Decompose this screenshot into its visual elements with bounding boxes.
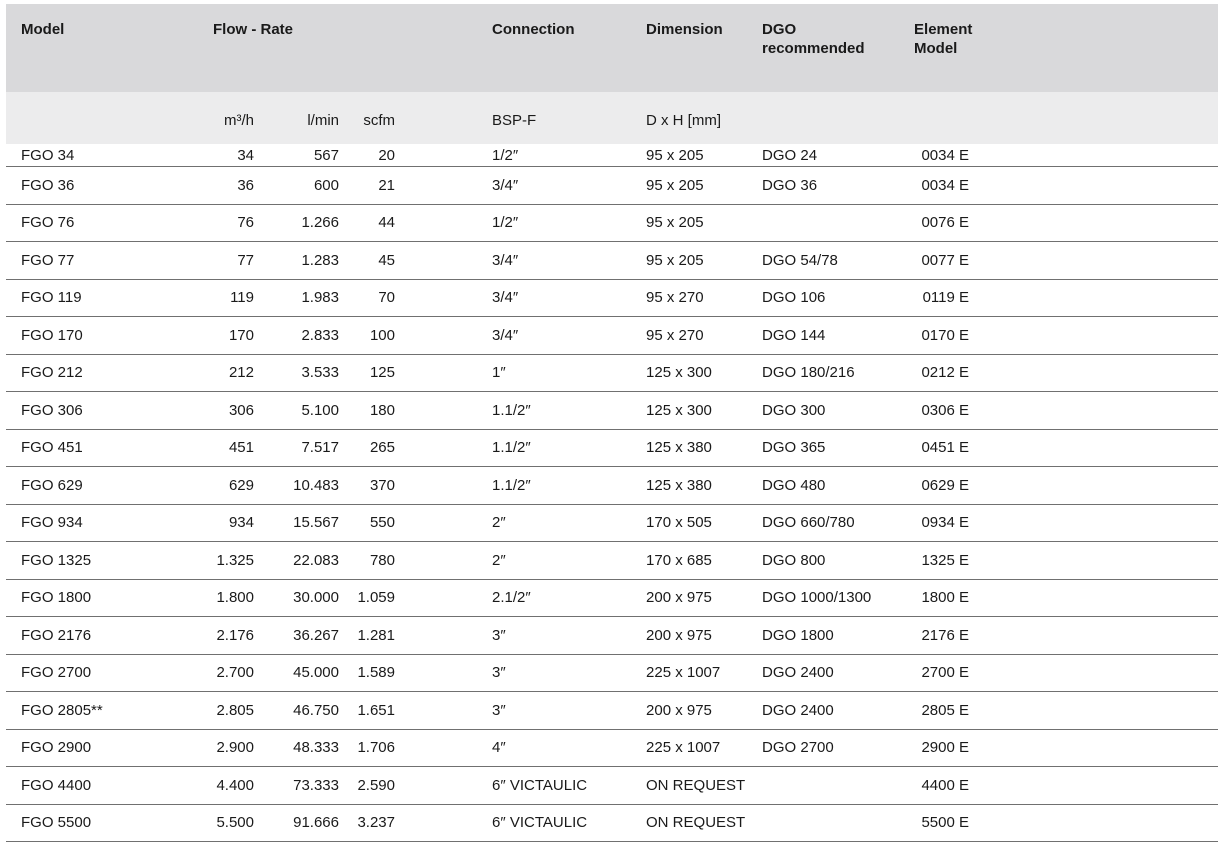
cell-lmin: 567: [254, 144, 339, 167]
cell-m3h: 934: [198, 504, 254, 542]
cell-gap: [395, 467, 477, 505]
cell-m3h: 2.176: [198, 617, 254, 655]
cell-gap: [395, 767, 477, 805]
cell-connection: 1/2″: [477, 144, 631, 167]
cell-dgo: DGO 54/78: [747, 242, 899, 280]
cell-lmin: 1.983: [254, 279, 339, 317]
cell-element: 2176 E: [899, 617, 969, 655]
cell-element: 0170 E: [899, 317, 969, 355]
cell-m3h: 34: [198, 144, 254, 167]
cell-dgo: DGO 2400: [747, 692, 899, 730]
cell-connection: 2″: [477, 504, 631, 542]
cell-model: FGO 1800: [6, 579, 198, 617]
cell-dgo: DGO 106: [747, 279, 899, 317]
cell-connection: 3/4″: [477, 279, 631, 317]
cell-gap: [395, 542, 477, 580]
cell-m3h: 76: [198, 204, 254, 242]
cell-dgo: DGO 1800: [747, 617, 899, 655]
cell-element: 0212 E: [899, 354, 969, 392]
cell-lmin: 36.267: [254, 617, 339, 655]
cell-dgo: [747, 204, 899, 242]
cell-model: FGO 119: [6, 279, 198, 317]
cell-rest: [969, 392, 1218, 430]
cell-element: 0077 E: [899, 242, 969, 280]
cell-gap: [395, 579, 477, 617]
cell-gap: [395, 204, 477, 242]
cell-m3h: 2.805: [198, 692, 254, 730]
spec-table-container: [6, 4, 1218, 842]
table-row: [6, 144, 1218, 167]
cell-dimension: 95 x 270: [631, 317, 747, 355]
cell-rest: [969, 167, 1218, 205]
cell-scfm: 100: [339, 317, 395, 355]
cell-element: 2805 E: [899, 692, 969, 730]
table-row: [6, 542, 1218, 580]
cell-element: 0119 E: [899, 279, 969, 317]
cell-m3h: 4.400: [198, 767, 254, 805]
cell-model: FGO 451: [6, 429, 198, 467]
cell-dimension: 95 x 270: [631, 279, 747, 317]
header-flow-rate: Flow - Rate: [198, 4, 477, 92]
cell-rest: [969, 542, 1218, 580]
table-row: [6, 617, 1218, 655]
cell-rest: [969, 467, 1218, 505]
cell-model: FGO 2805**: [6, 692, 198, 730]
cell-dgo: DGO 2400: [747, 654, 899, 692]
cell-connection: 1.1/2″: [477, 392, 631, 430]
cell-dgo: DGO 800: [747, 542, 899, 580]
cell-m3h: 119: [198, 279, 254, 317]
cell-element: 1800 E: [899, 579, 969, 617]
header-dgo-line1: DGO: [762, 21, 797, 38]
cell-element: 0629 E: [899, 467, 969, 505]
cell-model: FGO 34: [6, 144, 198, 167]
cell-gap: [395, 317, 477, 355]
units-row: [6, 92, 1218, 144]
cell-model: FGO 306: [6, 392, 198, 430]
cell-m3h: 629: [198, 467, 254, 505]
table-row: [6, 729, 1218, 767]
cell-gap: [395, 804, 477, 842]
cell-dimension: 95 x 205: [631, 167, 747, 205]
cell-element: 2900 E: [899, 729, 969, 767]
cell-lmin: 5.100: [254, 392, 339, 430]
unit-rest: [969, 92, 1218, 144]
header-element: [899, 4, 1218, 92]
cell-gap: [395, 654, 477, 692]
cell-connection: 4″: [477, 729, 631, 767]
cell-rest: [969, 729, 1218, 767]
cell-dimension: 125 x 300: [631, 354, 747, 392]
cell-scfm: 550: [339, 504, 395, 542]
cell-dimension: 200 x 975: [631, 617, 747, 655]
cell-dimension: 125 x 380: [631, 467, 747, 505]
cell-dgo: [747, 767, 899, 805]
cell-scfm: 1.589: [339, 654, 395, 692]
cell-lmin: 48.333: [254, 729, 339, 767]
cell-lmin: 46.750: [254, 692, 339, 730]
unit-lmin: l/min: [254, 92, 339, 144]
cell-m3h: 2.900: [198, 729, 254, 767]
cell-scfm: 20: [339, 144, 395, 167]
cell-m3h: 170: [198, 317, 254, 355]
cell-dimension: ON REQUEST: [631, 804, 747, 842]
cell-rest: [969, 242, 1218, 280]
cell-model: FGO 170: [6, 317, 198, 355]
cell-element: 2700 E: [899, 654, 969, 692]
cell-gap: [395, 392, 477, 430]
cell-element: 0451 E: [899, 429, 969, 467]
table-row: [6, 579, 1218, 617]
cell-lmin: 73.333: [254, 767, 339, 805]
cell-dimension: 225 x 1007: [631, 729, 747, 767]
cell-scfm: 45: [339, 242, 395, 280]
cell-dgo: DGO 2700: [747, 729, 899, 767]
cell-scfm: 1.651: [339, 692, 395, 730]
header-dimension: Dimension: [631, 4, 747, 92]
table-row: [6, 504, 1218, 542]
cell-element: 0934 E: [899, 504, 969, 542]
cell-m3h: 77: [198, 242, 254, 280]
cell-lmin: 30.000: [254, 579, 339, 617]
cell-model: FGO 1325: [6, 542, 198, 580]
cell-lmin: 2.833: [254, 317, 339, 355]
cell-lmin: 1.283: [254, 242, 339, 280]
cell-scfm: 780: [339, 542, 395, 580]
cell-rest: [969, 804, 1218, 842]
cell-m3h: 2.700: [198, 654, 254, 692]
cell-element: 4400 E: [899, 767, 969, 805]
header-dgo: [747, 4, 899, 92]
unit-dgo: [747, 92, 899, 144]
cell-lmin: 7.517: [254, 429, 339, 467]
cell-connection: 1.1/2″: [477, 429, 631, 467]
cell-gap: [395, 617, 477, 655]
cell-scfm: 70: [339, 279, 395, 317]
header-element-line2: Model: [914, 40, 958, 57]
unit-element: [899, 92, 969, 144]
cell-connection: 3″: [477, 654, 631, 692]
cell-connection: 1/2″: [477, 204, 631, 242]
cell-dimension: 200 x 975: [631, 692, 747, 730]
cell-m3h: 212: [198, 354, 254, 392]
cell-model: FGO 629: [6, 467, 198, 505]
cell-scfm: 265: [339, 429, 395, 467]
table-row: [6, 654, 1218, 692]
cell-model: FGO 77: [6, 242, 198, 280]
cell-scfm: 1.059: [339, 579, 395, 617]
cell-scfm: 1.281: [339, 617, 395, 655]
cell-scfm: 21: [339, 167, 395, 205]
cell-model: FGO 36: [6, 167, 198, 205]
cell-lmin: 22.083: [254, 542, 339, 580]
cell-dgo: DGO 180/216: [747, 354, 899, 392]
cell-dgo: DGO 1000/1300: [747, 579, 899, 617]
cell-m3h: 36: [198, 167, 254, 205]
cell-dimension: 95 x 205: [631, 204, 747, 242]
cell-lmin: 15.567: [254, 504, 339, 542]
cell-dimension: 95 x 205: [631, 242, 747, 280]
cell-lmin: 600: [254, 167, 339, 205]
header-row: [6, 4, 1218, 92]
cell-m3h: 5.500: [198, 804, 254, 842]
cell-gap: [395, 167, 477, 205]
cell-connection: 3/4″: [477, 167, 631, 205]
cell-rest: [969, 204, 1218, 242]
cell-m3h: 306: [198, 392, 254, 430]
cell-element: 0034 E: [899, 167, 969, 205]
cell-connection: 2.1/2″: [477, 579, 631, 617]
cell-connection: 3″: [477, 692, 631, 730]
table-row: [6, 392, 1218, 430]
table-row: [6, 692, 1218, 730]
cell-rest: [969, 767, 1218, 805]
cell-dimension: 170 x 505: [631, 504, 747, 542]
unit-model: [6, 92, 198, 144]
header-dgo-line2: recommended: [762, 40, 865, 57]
header-element-line1: Element: [914, 21, 973, 38]
unit-gap: [395, 92, 477, 144]
cell-lmin: 1.266: [254, 204, 339, 242]
cell-connection: 3/4″: [477, 242, 631, 280]
cell-connection: 6″ VICTAULIC: [477, 767, 631, 805]
cell-dimension: 95 x 205: [631, 144, 747, 167]
cell-m3h: 451: [198, 429, 254, 467]
cell-dimension: 200 x 975: [631, 579, 747, 617]
cell-lmin: 91.666: [254, 804, 339, 842]
cell-connection: 1″: [477, 354, 631, 392]
cell-m3h: 1.325: [198, 542, 254, 580]
cell-model: FGO 212: [6, 354, 198, 392]
cell-dgo: DGO 480: [747, 467, 899, 505]
cell-lmin: 45.000: [254, 654, 339, 692]
cell-model: FGO 934: [6, 504, 198, 542]
unit-scfm: scfm: [339, 92, 395, 144]
table-row: [6, 279, 1218, 317]
cell-gap: [395, 279, 477, 317]
cell-scfm: 370: [339, 467, 395, 505]
cell-rest: [969, 617, 1218, 655]
cell-model: FGO 2900: [6, 729, 198, 767]
table-row: [6, 354, 1218, 392]
cell-rest: [969, 144, 1218, 167]
cell-gap: [395, 354, 477, 392]
unit-connection: BSP-F: [477, 92, 631, 144]
filter-spec-table: [6, 4, 1218, 842]
cell-dimension: ON REQUEST: [631, 767, 747, 805]
table-row: [6, 317, 1218, 355]
cell-gap: [395, 692, 477, 730]
cell-connection: 6″ VICTAULIC: [477, 804, 631, 842]
cell-model: FGO 4400: [6, 767, 198, 805]
cell-element: 0076 E: [899, 204, 969, 242]
cell-scfm: 125: [339, 354, 395, 392]
cell-m3h: 1.800: [198, 579, 254, 617]
cell-gap: [395, 729, 477, 767]
cell-gap: [395, 144, 477, 167]
cell-element: 5500 E: [899, 804, 969, 842]
cell-rest: [969, 279, 1218, 317]
cell-lmin: 3.533: [254, 354, 339, 392]
cell-scfm: 3.237: [339, 804, 395, 842]
table-row: [6, 167, 1218, 205]
unit-m3h: m³/h: [198, 92, 254, 144]
cell-rest: [969, 429, 1218, 467]
cell-rest: [969, 579, 1218, 617]
cell-dgo: DGO 300: [747, 392, 899, 430]
cell-lmin: 10.483: [254, 467, 339, 505]
table-row: [6, 804, 1218, 842]
cell-dimension: 170 x 685: [631, 542, 747, 580]
cell-connection: 3″: [477, 617, 631, 655]
cell-model: FGO 76: [6, 204, 198, 242]
unit-dimension: D x H [mm]: [631, 92, 747, 144]
table-body: [6, 144, 1218, 842]
table-row: [6, 429, 1218, 467]
cell-dgo: [747, 804, 899, 842]
table-row: [6, 204, 1218, 242]
cell-dgo: DGO 365: [747, 429, 899, 467]
cell-dimension: 225 x 1007: [631, 654, 747, 692]
cell-model: FGO 2176: [6, 617, 198, 655]
cell-rest: [969, 504, 1218, 542]
cell-connection: 1.1/2″: [477, 467, 631, 505]
cell-scfm: 180: [339, 392, 395, 430]
header-model: Model: [6, 4, 198, 92]
cell-dgo: DGO 24: [747, 144, 899, 167]
cell-gap: [395, 504, 477, 542]
cell-model: FGO 5500: [6, 804, 198, 842]
cell-dimension: 125 x 380: [631, 429, 747, 467]
cell-element: 1325 E: [899, 542, 969, 580]
cell-dgo: DGO 144: [747, 317, 899, 355]
cell-connection: 3/4″: [477, 317, 631, 355]
cell-element: 0306 E: [899, 392, 969, 430]
table-row: [6, 242, 1218, 280]
table-row: [6, 467, 1218, 505]
cell-rest: [969, 354, 1218, 392]
cell-model: FGO 2700: [6, 654, 198, 692]
table-row: [6, 767, 1218, 805]
cell-element: 0034 E: [899, 144, 969, 167]
cell-rest: [969, 692, 1218, 730]
cell-dimension: 125 x 300: [631, 392, 747, 430]
cell-rest: [969, 317, 1218, 355]
cell-scfm: 44: [339, 204, 395, 242]
cell-dgo: DGO 660/780: [747, 504, 899, 542]
cell-scfm: 2.590: [339, 767, 395, 805]
cell-connection: 2″: [477, 542, 631, 580]
cell-gap: [395, 429, 477, 467]
header-connection: Connection: [477, 4, 631, 92]
cell-scfm: 1.706: [339, 729, 395, 767]
cell-rest: [969, 654, 1218, 692]
cell-dgo: DGO 36: [747, 167, 899, 205]
cell-gap: [395, 242, 477, 280]
